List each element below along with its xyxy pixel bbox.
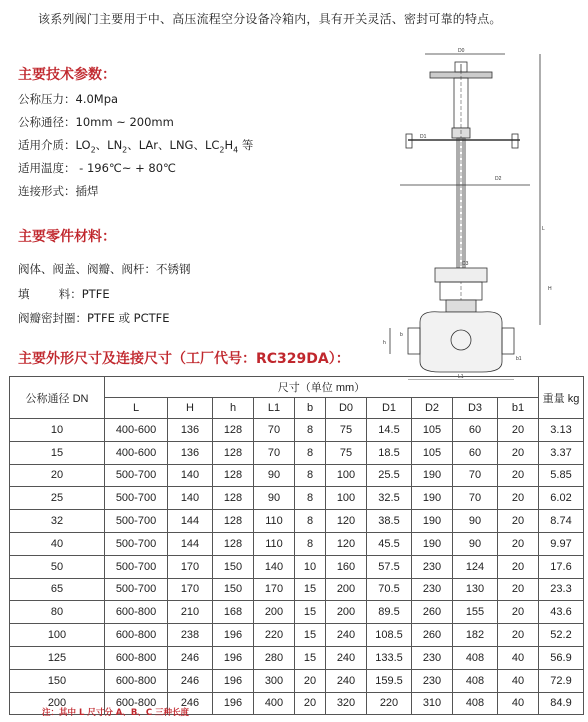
label-b: b	[400, 332, 403, 338]
table-cell: 108.5	[367, 624, 412, 647]
table-cell: 210	[168, 601, 213, 624]
table-cell: 170	[254, 578, 295, 601]
table-cell: 140	[254, 555, 295, 578]
table-cell: 32.5	[367, 487, 412, 510]
table-cell: 170	[168, 578, 213, 601]
table-cell: 120	[326, 510, 367, 533]
table-cell: 190	[412, 532, 453, 555]
sub-2: 2	[122, 145, 128, 155]
label-l: L	[542, 226, 545, 232]
table-cell: 20	[498, 624, 539, 647]
label-l1: L1	[458, 374, 464, 380]
table-cell: 200	[254, 601, 295, 624]
table-cell: 400-600	[105, 441, 168, 464]
table-cell: 90	[453, 510, 498, 533]
sub-2: 2	[90, 145, 96, 155]
table-row	[10, 464, 584, 487]
subheader-cell: D1	[367, 398, 412, 419]
sub-4: 4	[233, 145, 239, 155]
table-cell: 160	[326, 555, 367, 578]
table-cell: 500-700	[105, 578, 168, 601]
table-row	[10, 510, 584, 533]
table-cell: 170	[168, 555, 213, 578]
header-size: 尺寸（单位 mm）	[105, 377, 539, 398]
label-d1: D1	[420, 134, 427, 140]
table-cell: 230	[412, 646, 453, 669]
label-d0: D0	[458, 48, 465, 54]
table-cell: 20	[498, 441, 539, 464]
table-cell: 310	[412, 692, 453, 715]
table-cell: 70	[254, 441, 295, 464]
table-cell: 150	[213, 555, 254, 578]
table-cell: 70	[254, 419, 295, 442]
dims-title: 主要外形尺寸及连接尺寸（工厂代号：RC329DA）：	[18, 351, 350, 367]
table-row	[10, 578, 584, 601]
table-cell: 6.02	[539, 487, 584, 510]
header-dn: 公称通径 DN	[10, 377, 105, 419]
table-cell: 40	[498, 692, 539, 715]
table-cell: 8	[295, 532, 326, 555]
table-cell: 8	[295, 441, 326, 464]
table-row	[10, 532, 584, 555]
table-cell: 600-800	[105, 669, 168, 692]
table-cell: 20	[498, 487, 539, 510]
table-cell: 128	[213, 510, 254, 533]
subheader-cell: b	[295, 398, 326, 419]
table-cell: 100	[326, 464, 367, 487]
table-cell: 60	[453, 419, 498, 442]
medium-part: 等	[238, 138, 254, 152]
table-cell: 75	[326, 419, 367, 442]
valve-drawing	[380, 40, 580, 380]
table-cell: 128	[213, 419, 254, 442]
table-cell: 40	[10, 532, 105, 555]
table-cell: 128	[213, 464, 254, 487]
table-cell: 20	[498, 601, 539, 624]
table-cell: 20	[10, 464, 105, 487]
table-cell: 500-700	[105, 464, 168, 487]
table-cell: 408	[453, 669, 498, 692]
medium-part: H	[224, 138, 234, 152]
table-cell: 45.5	[367, 532, 412, 555]
table-cell: 159.5	[367, 669, 412, 692]
table-cell: 600-800	[105, 692, 168, 715]
table-cell: 136	[168, 441, 213, 464]
spec-medium	[18, 138, 253, 157]
material-body: 阀体、阀盖、阀瓣、阀杆：不锈钢	[18, 262, 191, 276]
table-cell: 300	[254, 669, 295, 692]
table-cell: 196	[213, 624, 254, 647]
table-cell: 15	[10, 441, 105, 464]
table-cell: 140	[168, 487, 213, 510]
table-cell: 57.5	[367, 555, 412, 578]
table-cell: 240	[326, 646, 367, 669]
table-cell: 400	[254, 692, 295, 715]
table-cell: 70	[453, 464, 498, 487]
medium-part: 、LAr、LNG、LC	[127, 138, 220, 152]
table-cell: 144	[168, 510, 213, 533]
table-cell: 600-800	[105, 624, 168, 647]
spec-diameter: 公称通径：10mm ~ 200mm	[18, 115, 174, 129]
table-cell: 200	[326, 601, 367, 624]
table-cell: 260	[412, 601, 453, 624]
spec-temperature: 适用温度： - 196℃~ + 80℃	[18, 161, 176, 175]
subheader-cell: L1	[254, 398, 295, 419]
table-row	[10, 669, 584, 692]
table-cell: 8	[295, 487, 326, 510]
table-cell: 14.5	[367, 419, 412, 442]
table-cell: 3.37	[539, 441, 584, 464]
intro-text: 该系列阀门主要用于中、高压流程空分设备冷箱内，具有开关灵活、密封可靠的特点。	[38, 12, 502, 26]
subheader-cell: D3	[453, 398, 498, 419]
table-cell: 65	[10, 578, 105, 601]
table-cell: 8.74	[539, 510, 584, 533]
table-row	[10, 601, 584, 624]
table-cell: 230	[412, 578, 453, 601]
table-cell: 15	[295, 578, 326, 601]
table-cell: 230	[412, 555, 453, 578]
table-cell: 60	[453, 441, 498, 464]
table-cell: 20	[295, 692, 326, 715]
table-cell: 18.5	[367, 441, 412, 464]
table-cell: 196	[213, 692, 254, 715]
subheader-cell: H	[168, 398, 213, 419]
table-row	[10, 555, 584, 578]
label-b1: b1	[516, 356, 522, 362]
table-cell: 246	[168, 669, 213, 692]
material-seal: 阀瓣密封圈：PTFE 或 PCTFE	[18, 311, 170, 325]
table-cell: 10	[295, 555, 326, 578]
table-cell: 5.85	[539, 464, 584, 487]
table-cell: 15	[295, 601, 326, 624]
table-cell: 40	[498, 669, 539, 692]
table-cell: 8	[295, 419, 326, 442]
table-cell: 182	[453, 624, 498, 647]
table-cell: 90	[254, 487, 295, 510]
table-cell: 500-700	[105, 555, 168, 578]
table-cell: 133.5	[367, 646, 412, 669]
table-cell: 89.5	[367, 601, 412, 624]
table-cell: 100	[326, 487, 367, 510]
table-cell: 408	[453, 692, 498, 715]
table-cell: 196	[213, 669, 254, 692]
table-cell: 246	[168, 646, 213, 669]
table-cell: 128	[213, 532, 254, 555]
medium-prefix: 适用介质：LO	[18, 138, 91, 152]
table-cell: 500-700	[105, 487, 168, 510]
medium-part: 、LN	[95, 138, 123, 152]
table-row	[10, 487, 584, 510]
table-cell: 20	[498, 555, 539, 578]
table-cell: 240	[326, 669, 367, 692]
table-cell: 25	[10, 487, 105, 510]
spec-pressure: 公称压力：4.0Mpa	[18, 92, 119, 106]
table-cell: 40	[498, 646, 539, 669]
table-cell: 20	[498, 464, 539, 487]
table-cell: 90	[254, 464, 295, 487]
table-cell: 3.13	[539, 419, 584, 442]
table-cell: 56.9	[539, 646, 584, 669]
table-cell: 124	[453, 555, 498, 578]
table-cell: 9.97	[539, 532, 584, 555]
table-cell: 280	[254, 646, 295, 669]
table-cell: 32	[10, 510, 105, 533]
footnote: 注：其中 L 尺寸分 A、B、C 三种长度	[42, 708, 190, 718]
table-cell: 8	[295, 510, 326, 533]
table-cell: 50	[10, 555, 105, 578]
table-row	[10, 441, 584, 464]
table-cell: 20	[498, 578, 539, 601]
table-cell: 20	[498, 510, 539, 533]
table-cell: 70.5	[367, 578, 412, 601]
tech-title: 主要技术参数：	[18, 67, 116, 83]
table-cell: 408	[453, 646, 498, 669]
table-cell: 70	[453, 487, 498, 510]
table-cell: 600-800	[105, 601, 168, 624]
table-cell: 240	[326, 624, 367, 647]
table-cell: 20	[498, 532, 539, 555]
subheader-cell: D2	[412, 398, 453, 419]
subheader-cell: L	[105, 398, 168, 419]
table-cell: 38.5	[367, 510, 412, 533]
table-cell: 105	[412, 441, 453, 464]
table-cell: 125	[10, 646, 105, 669]
table-cell: 168	[213, 601, 254, 624]
table-cell: 72.9	[539, 669, 584, 692]
table-cell: 120	[326, 532, 367, 555]
table-row	[10, 624, 584, 647]
label-d2: D2	[495, 176, 502, 182]
table-cell: 23.3	[539, 578, 584, 601]
table-cell: 100	[10, 624, 105, 647]
table-cell: 600-800	[105, 646, 168, 669]
table-cell: 246	[168, 692, 213, 715]
subheader-cell: D0	[326, 398, 367, 419]
table-cell: 260	[412, 624, 453, 647]
table-cell: 90	[453, 532, 498, 555]
table-cell: 200	[326, 578, 367, 601]
subheader-cell: h	[213, 398, 254, 419]
table-cell: 20	[498, 419, 539, 442]
table-cell: 230	[412, 669, 453, 692]
table-cell: 75	[326, 441, 367, 464]
header-weight: 重量 kg	[539, 377, 584, 419]
table-cell: 190	[412, 510, 453, 533]
table-cell: 15	[295, 646, 326, 669]
table-cell: 43.6	[539, 601, 584, 624]
material-packing: 填 料：PTFE	[18, 287, 110, 301]
table-cell: 84.9	[539, 692, 584, 715]
table-row	[10, 419, 584, 442]
table-cell: 190	[412, 487, 453, 510]
table-cell: 8	[295, 464, 326, 487]
table-cell: 128	[213, 487, 254, 510]
table-cell: 136	[168, 419, 213, 442]
table-cell: 105	[412, 419, 453, 442]
table-cell: 500-700	[105, 510, 168, 533]
table-cell: 52.2	[539, 624, 584, 647]
subheader-cell: b1	[498, 398, 539, 419]
table-cell: 200	[10, 692, 105, 715]
table-cell: 220	[367, 692, 412, 715]
label-d3: D3	[462, 261, 469, 267]
table-row	[10, 646, 584, 669]
table-cell: 220	[254, 624, 295, 647]
table-cell: 15	[295, 624, 326, 647]
table-cell: 110	[254, 510, 295, 533]
table-cell: 144	[168, 532, 213, 555]
sub-2: 2	[219, 145, 225, 155]
label-h: H	[548, 286, 552, 292]
table-cell: 130	[453, 578, 498, 601]
table-cell: 80	[10, 601, 105, 624]
table-cell: 400-600	[105, 419, 168, 442]
table-cell: 500-700	[105, 532, 168, 555]
table-cell: 320	[326, 692, 367, 715]
table-cell: 155	[453, 601, 498, 624]
materials-title: 主要零件材料：	[18, 229, 116, 245]
dimensions-table	[9, 376, 584, 715]
table-cell: 196	[213, 646, 254, 669]
table-cell: 190	[412, 464, 453, 487]
table-cell: 128	[213, 441, 254, 464]
table-cell: 20	[295, 669, 326, 692]
table-cell: 25.5	[367, 464, 412, 487]
table-cell: 238	[168, 624, 213, 647]
table-cell: 110	[254, 532, 295, 555]
table-cell: 10	[10, 419, 105, 442]
table-cell: 150	[213, 578, 254, 601]
table-cell: 17.6	[539, 555, 584, 578]
spec-connection: 连接形式：插焊	[18, 184, 99, 198]
table-cell: 140	[168, 464, 213, 487]
label-h-small: h	[383, 340, 386, 346]
table-cell: 150	[10, 669, 105, 692]
